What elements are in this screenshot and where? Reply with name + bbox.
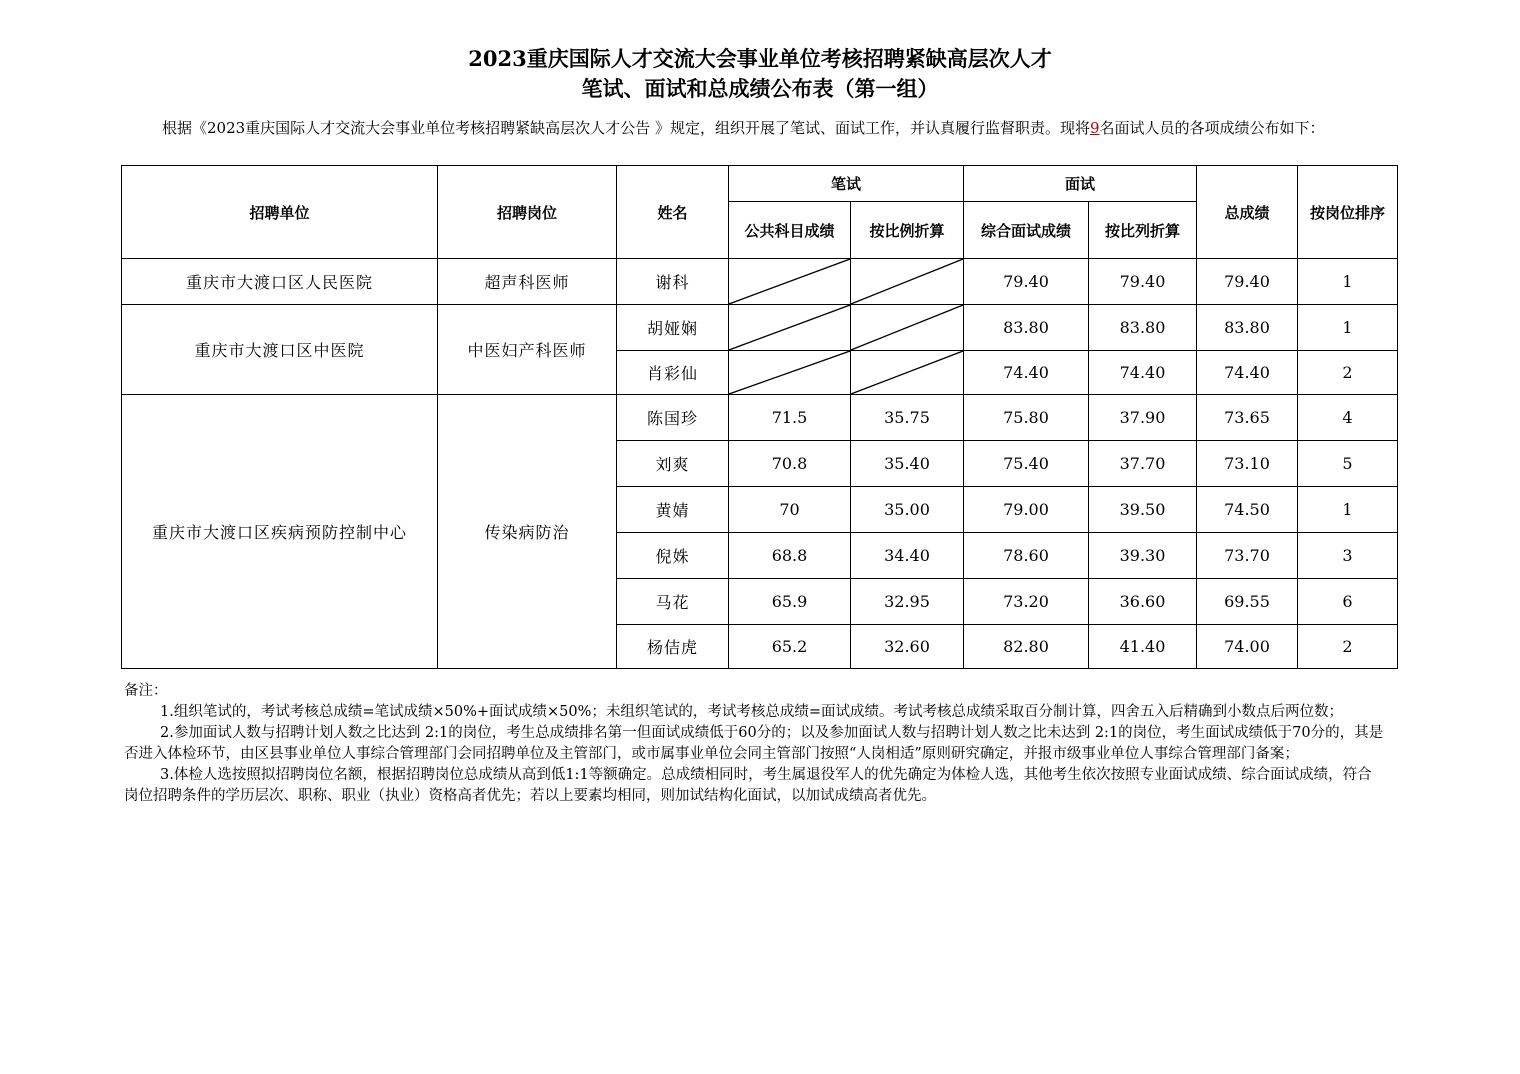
- rank-cell: 6: [1298, 579, 1398, 625]
- unit-cell: 重庆市大渡口区中医院: [122, 305, 438, 395]
- interviewee-count: 9: [1089, 119, 1100, 137]
- total-cell: 74.00: [1197, 625, 1298, 669]
- intro-paragraph: [124, 118, 1392, 139]
- name-cell: 谢科: [617, 259, 729, 305]
- position-cell: 传染病防治: [438, 395, 617, 669]
- rank-cell: 2: [1298, 351, 1398, 395]
- rank-cell: 1: [1298, 305, 1398, 351]
- header-interview-score: 综合面试成绩: [964, 202, 1089, 259]
- header-position: 招聘岗位: [438, 166, 617, 259]
- total-cell: 74.40: [1197, 351, 1298, 395]
- written-ratio-cell: 35.40: [851, 441, 964, 487]
- name-cell: 马花: [617, 579, 729, 625]
- written-ratio-cell: 35.00: [851, 487, 964, 533]
- total-cell: 69.55: [1197, 579, 1298, 625]
- written-public-cell: 65.9: [729, 579, 851, 625]
- total-cell: 73.10: [1197, 441, 1298, 487]
- table-row: [122, 305, 1398, 351]
- empty-diagonal-cell: [851, 305, 964, 351]
- intro-text-2: 名面试人员的各项成绩公布如下：: [1099, 119, 1325, 137]
- written-public-cell: 68.8: [729, 533, 851, 579]
- empty-diagonal-cell: [729, 259, 851, 305]
- position-cell: 超声科医师: [438, 259, 617, 305]
- header-interview-ratio: 按比列折算: [1089, 202, 1197, 259]
- empty-diagonal-cell: [729, 351, 851, 395]
- rank-cell: 1: [1298, 487, 1398, 533]
- written-ratio-cell: 32.60: [851, 625, 964, 669]
- header-total: 总成绩: [1197, 166, 1298, 259]
- name-cell: 倪姝: [617, 533, 729, 579]
- header-unit: 招聘单位: [122, 166, 438, 259]
- interview-score-cell: 74.40: [964, 351, 1089, 395]
- name-cell: 黄婧: [617, 487, 729, 533]
- interview-score-cell: 75.80: [964, 395, 1089, 441]
- rank-cell: 1: [1298, 259, 1398, 305]
- interview-ratio-cell: 39.50: [1089, 487, 1197, 533]
- rank-cell: 4: [1298, 395, 1398, 441]
- total-cell: 83.80: [1197, 305, 1298, 351]
- written-public-cell: 70: [729, 487, 851, 533]
- unit-cell: 重庆市大渡口区疾病预防控制中心: [122, 395, 438, 669]
- unit-cell: 重庆市大渡口区人民医院: [122, 259, 438, 305]
- interview-score-cell: 78.60: [964, 533, 1089, 579]
- written-ratio-cell: 34.40: [851, 533, 964, 579]
- intro-text-1: 根据《2023重庆国际人才交流大会事业单位考核招聘紧缺高层次人才公告 》规定，组织开展了笔试、面试工作，并认真履行监督职责。现将: [162, 119, 1090, 137]
- title-line-2: 笔试、面试和总成绩公布表（第一组）: [581, 76, 939, 101]
- note-item-1: 1.组织笔试的，考试考核总成绩=笔试成绩×50%+面试成绩×50%；未组织笔试的，考试考核总成绩=面试成绩。考试考核总成绩采取百分制计算，四舍五入后精确到小数点后两位数；: [160, 704, 1344, 720]
- interview-score-cell: 79.40: [964, 259, 1089, 305]
- name-cell: 陈国珍: [617, 395, 729, 441]
- table-row: [122, 259, 1398, 305]
- title-line-1: 2023重庆国际人才交流大会事业单位考核招聘紧缺高层次人才: [468, 46, 1052, 71]
- note-item-2: 2.参加面试人数与招聘计划人数之比达到 2:1的岗位，考生总成绩排名第一但面试成绩低于60分的；以及参加面试人数与招聘计划人数之比未达到 2:1的岗位，考生面试成绩低于70分的，其是否进入体检环节，由区县事业单位人事综合管理部门会同招聘单位及主管部门，或市属事业单位会同主管部门按照“人岗相适”原则研究确定，并报市级事业单位人事综合管理部门备案；: [124, 725, 1384, 762]
- written-public-cell: 70.8: [729, 441, 851, 487]
- total-cell: 79.40: [1197, 259, 1298, 305]
- notes-section: [124, 681, 1386, 807]
- notes-label: 备注：: [124, 683, 168, 699]
- score-table: [121, 165, 1398, 669]
- interview-ratio-cell: 37.90: [1089, 395, 1197, 441]
- header-written-public: 公共科目成绩: [729, 202, 851, 259]
- interview-score-cell: 75.40: [964, 441, 1089, 487]
- interview-score-cell: 79.00: [964, 487, 1089, 533]
- interview-score-cell: 73.20: [964, 579, 1089, 625]
- name-cell: 杨佶虎: [617, 625, 729, 669]
- interview-ratio-cell: 41.40: [1089, 625, 1197, 669]
- note-item-3: 3.体检人选按照拟招聘岗位名额，根据招聘岗位总成绩从高到低1:1等额确定。总成绩相同时，考生属退役军人的优先确定为体检人选，其他考生依次按照专业面试成绩、综合面试成绩，符合岗位招聘条件的学历层次、职称、职业（执业）资格高者优先；若以上要素均相同，则加试结构化面试，以加试成绩高者优先。: [124, 767, 1372, 804]
- header-interview: 面试: [964, 166, 1197, 202]
- interview-ratio-cell: 83.80: [1089, 305, 1197, 351]
- name-cell: 刘爽: [617, 441, 729, 487]
- interview-score-cell: 83.80: [964, 305, 1089, 351]
- interview-ratio-cell: 36.60: [1089, 579, 1197, 625]
- interview-ratio-cell: 79.40: [1089, 259, 1197, 305]
- total-cell: 74.50: [1197, 487, 1298, 533]
- interview-ratio-cell: 74.40: [1089, 351, 1197, 395]
- empty-diagonal-cell: [851, 259, 964, 305]
- header-written-ratio: 按比例折算: [851, 202, 964, 259]
- written-public-cell: 65.2: [729, 625, 851, 669]
- total-cell: 73.70: [1197, 533, 1298, 579]
- written-public-cell: 71.5: [729, 395, 851, 441]
- interview-ratio-cell: 37.70: [1089, 441, 1197, 487]
- position-cell: 中医妇产科医师: [438, 305, 617, 395]
- rank-cell: 3: [1298, 533, 1398, 579]
- empty-diagonal-cell: [729, 305, 851, 351]
- header-rank: 按岗位排序: [1298, 166, 1398, 259]
- rank-cell: 2: [1298, 625, 1398, 669]
- header-written: 笔试: [729, 166, 964, 202]
- rank-cell: 5: [1298, 441, 1398, 487]
- written-ratio-cell: 35.75: [851, 395, 964, 441]
- interview-ratio-cell: 39.30: [1089, 533, 1197, 579]
- table-row: [122, 395, 1398, 441]
- total-cell: 73.65: [1197, 395, 1298, 441]
- interview-score-cell: 82.80: [964, 625, 1089, 669]
- name-cell: 肖彩仙: [617, 351, 729, 395]
- name-cell: 胡娅娴: [617, 305, 729, 351]
- empty-diagonal-cell: [851, 351, 964, 395]
- written-ratio-cell: 32.95: [851, 579, 964, 625]
- header-name: 姓名: [617, 166, 729, 259]
